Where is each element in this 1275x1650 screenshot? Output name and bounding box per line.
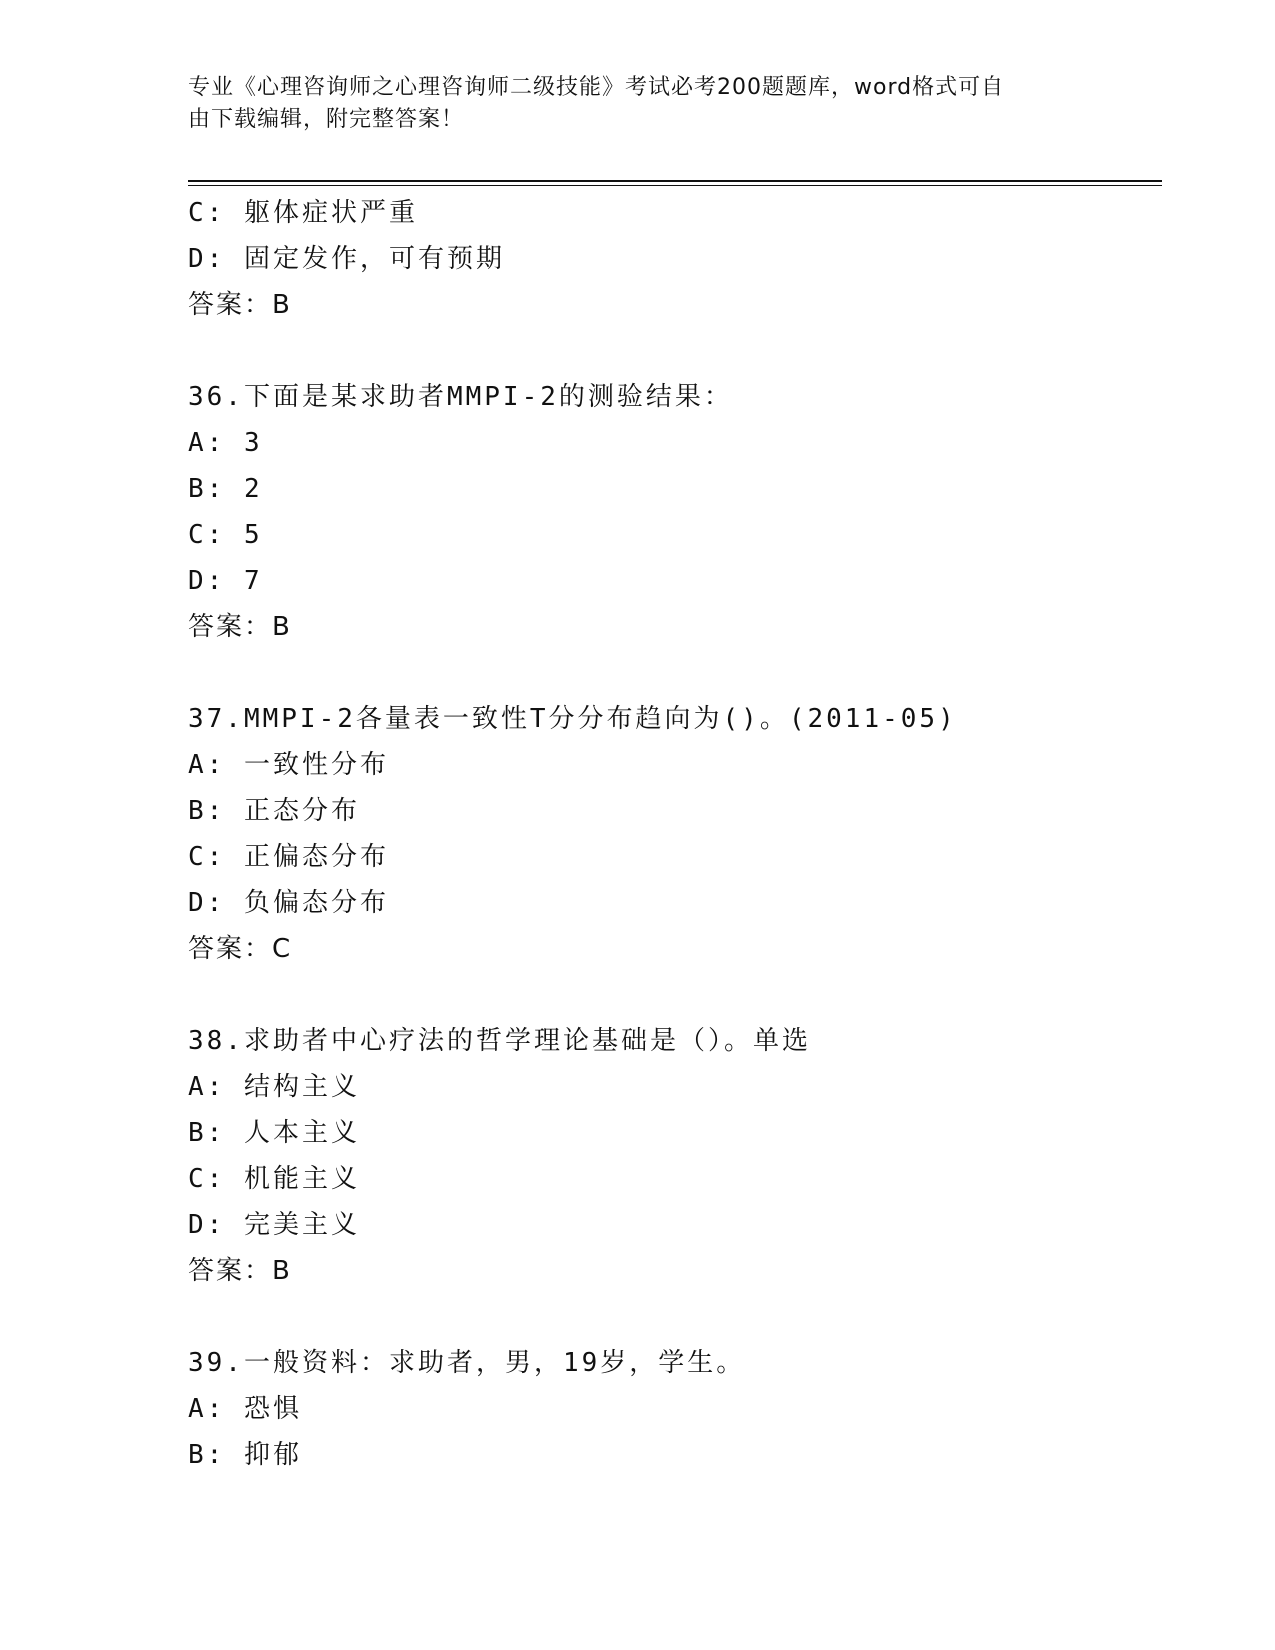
option-d: D: 完美主义 [188,1210,360,1240]
answer-label: 答案：C [188,934,293,964]
document-header [188,72,1068,136]
question-stem: 36.下面是某求助者MMPI-2的测验结果： [188,382,733,412]
answer-label: 答案：B [188,1256,292,1286]
header-line-1: 专业《心理咨询师之心理咨询师二级技能》考试必考200题题库，word格式可自 [188,75,1005,100]
option-a: A: 3 [188,428,263,458]
header-line-2: 由下载编辑，附完整答案！ [188,107,465,132]
option-d: D: 7 [188,566,263,596]
option-a: A: 恐惧 [188,1394,302,1424]
option-c: C: 5 [188,520,263,550]
option-c: C: 机能主义 [188,1164,360,1194]
question-stem: 39.一般资料：求助者，男，19岁，学生。 [188,1348,746,1378]
question-stem: 38.求助者中心疗法的哲学理论基础是（）。单选 [188,1026,811,1056]
option-b: B: 2 [188,474,263,504]
option-c: C: 正偏态分布 [188,842,389,872]
option-a: A: 结构主义 [188,1072,360,1102]
option-b: B: 抑郁 [188,1440,302,1470]
header-divider-thin [188,185,1162,186]
option-c: C: 躯体症状严重 [188,198,418,228]
header-divider-thick [188,180,1162,182]
question-list [188,190,1162,1478]
option-d: D: 固定发作，可有预期 [188,244,505,274]
option-b: B: 人本主义 [188,1118,360,1148]
option-d: D: 负偏态分布 [188,888,389,918]
answer-label: 答案：B [188,290,292,320]
option-b: B: 正态分布 [188,796,360,826]
question-stem: 37.MMPI-2各量表一致性T分分布趋向为()。(2011-05) [188,704,957,734]
option-a: A: 一致性分布 [188,750,389,780]
answer-label: 答案：B [188,612,292,642]
